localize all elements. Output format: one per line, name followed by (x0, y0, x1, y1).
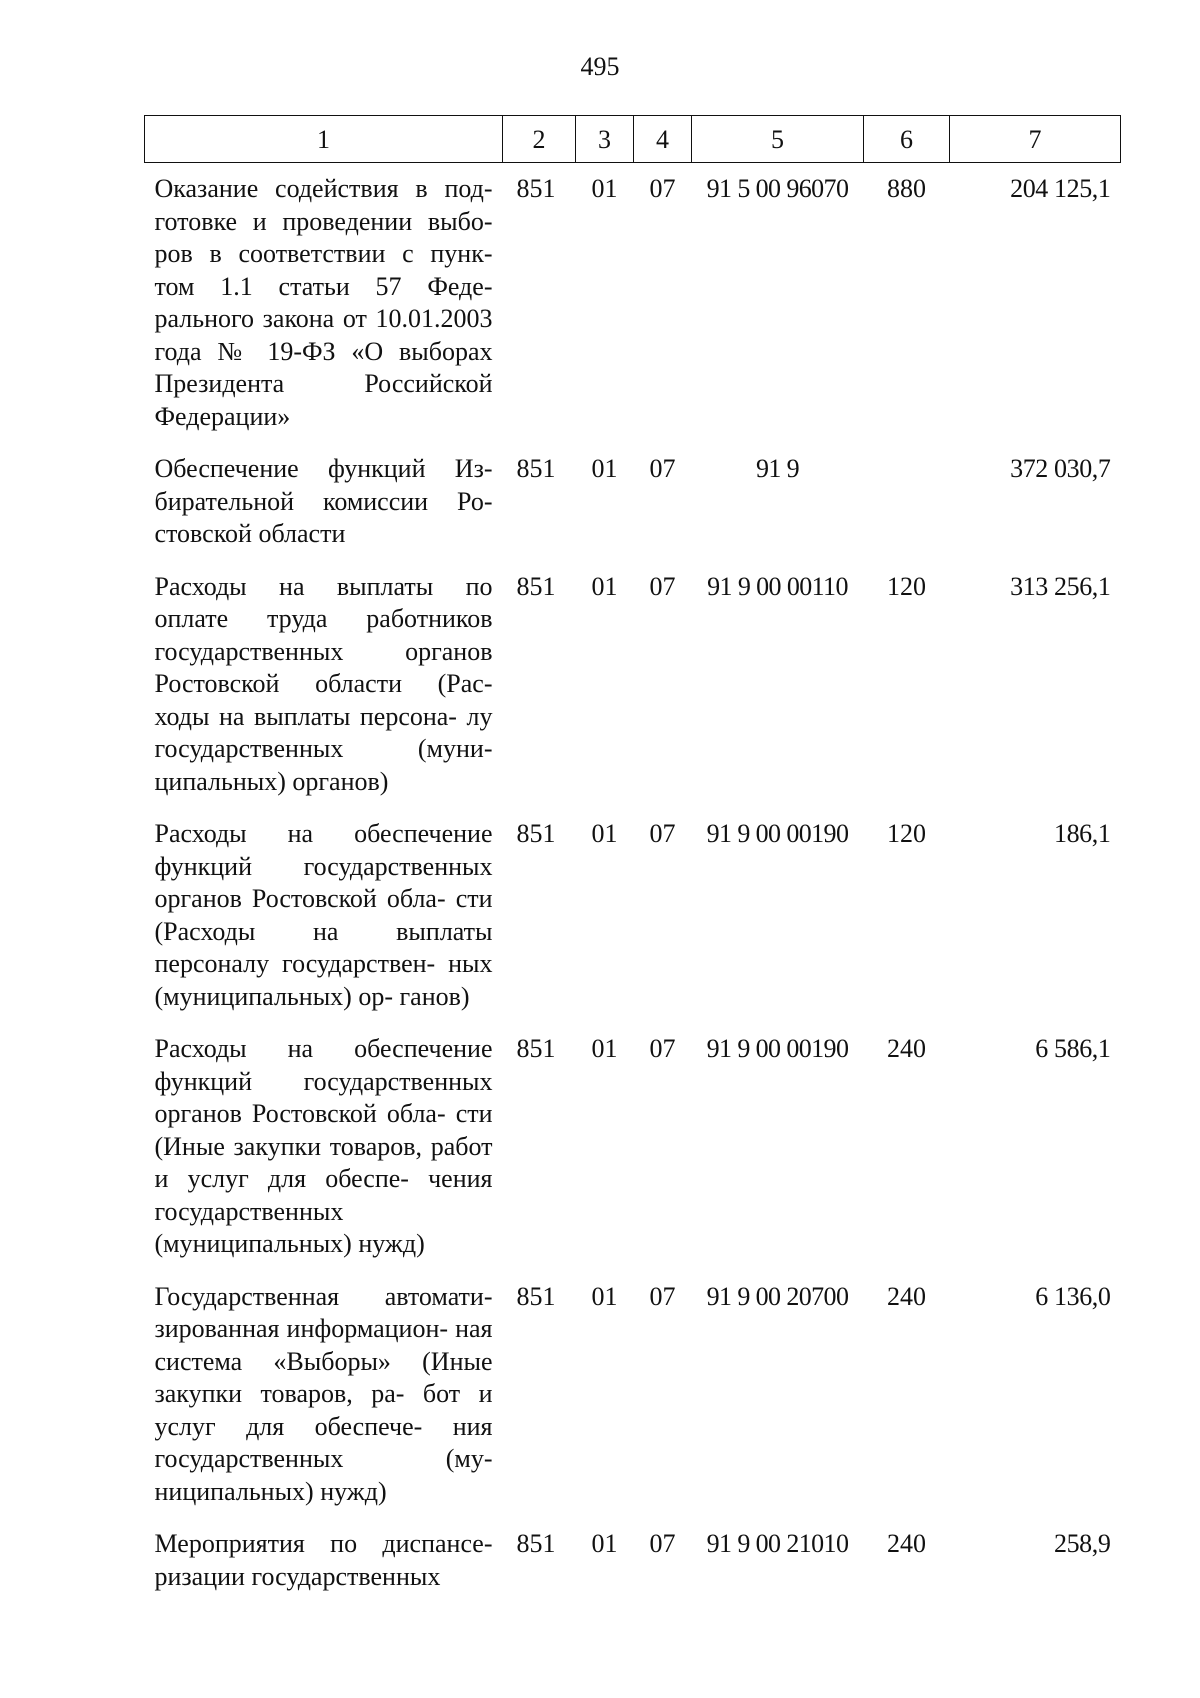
description-line: ципальных) органов) (154, 766, 389, 796)
row-subsection-code: 07 (649, 454, 676, 483)
description-line: ния государственных (му- (154, 1411, 493, 1473)
description-line: лу государственных (муни- (154, 701, 493, 763)
description-line: органов Ростовской обла- (154, 884, 446, 913)
description-line: зированная информацион- (154, 1314, 449, 1343)
description-line: бот и услуг для обеспече- (154, 1379, 493, 1441)
row-amount: 186,1 (1053, 819, 1111, 848)
description-line: «О выборах Президента (154, 336, 493, 398)
column-header-6: 6 (864, 116, 950, 163)
row-section-code: 01 (591, 1529, 618, 1558)
row-subsection-code: 07 (649, 1281, 676, 1311)
table-body (145, 163, 1121, 1598)
row-target-article: 91 9 00 00190 (706, 1034, 849, 1063)
column-header-3: 3 (576, 116, 634, 163)
description-line: Расходы на выплаты по (154, 571, 493, 601)
table-row (145, 1512, 1121, 1597)
row-ministry-code: 851 (516, 174, 556, 203)
row-description (145, 802, 503, 1017)
description-line: ризации государственных (154, 1561, 441, 1591)
row-target-article: 91 5 00 96070 (706, 174, 849, 203)
column-header-7: 7 (950, 116, 1121, 163)
description-line: рального закона от (154, 304, 367, 333)
row-ministry-code: 851 (516, 1034, 556, 1063)
row-description (145, 1265, 503, 1513)
description-line: (Иные закупки товаров, ра- (154, 1346, 493, 1408)
table-row (145, 163, 1121, 438)
row-ministry-code: 851 (516, 1281, 556, 1311)
row-expense-type: 240 (887, 1281, 926, 1311)
description-line: том 1.1 статьи 57 Феде- (154, 271, 493, 301)
row-ministry-code: 851 (516, 819, 556, 848)
row-section-code: 01 (591, 454, 618, 483)
description-line: 10.01.2003 года № 19-ФЗ (154, 304, 493, 366)
description-line: ная система «Выборы» (154, 1314, 493, 1376)
description-line: (муниципальных) нужд) (154, 1229, 425, 1258)
column-header-2: 2 (503, 116, 576, 163)
description-line: органов Ростовской обла- (154, 1099, 446, 1128)
row-expense-type: 240 (887, 1034, 926, 1063)
description-line: чения государственных (154, 1164, 493, 1226)
table-header-row (145, 116, 1121, 163)
description-line: стовской области (154, 519, 346, 548)
row-section-code: 01 (591, 571, 618, 601)
description-line: персоналу государствен- (154, 949, 436, 978)
description-line: функций государственных (154, 1066, 493, 1096)
description-line: сти (Расходы на выплаты (154, 884, 493, 946)
description-line: ганов) (399, 981, 470, 1011)
row-expense-type (864, 437, 950, 555)
row-ministry-code: 851 (516, 1529, 556, 1558)
table-row (145, 802, 1121, 1017)
description-line: ниципальных) нужд) (154, 1476, 387, 1506)
row-target-article: 91 9 00 00190 (706, 819, 849, 848)
row-target-article: 91 9 00 21010 (706, 1529, 849, 1558)
row-section-code: 01 (591, 819, 618, 848)
description-line: Обеспечение функций Из- (154, 454, 493, 483)
row-subsection-code: 07 (649, 571, 676, 601)
row-expense-type: 120 (887, 571, 926, 601)
description-line: государственных органов (154, 636, 493, 666)
row-description (145, 163, 503, 438)
row-description (145, 1017, 503, 1265)
row-description (145, 1512, 503, 1597)
column-header-4: 4 (634, 116, 692, 163)
row-subsection-code: 07 (649, 174, 676, 203)
description-line: готовке и проведении выбо- (154, 206, 493, 236)
row-section-code: 01 (591, 1281, 618, 1311)
row-expense-type: 240 (887, 1529, 926, 1558)
description-line: функций государственных (154, 851, 493, 881)
row-amount: 258,9 (1053, 1529, 1111, 1558)
row-subsection-code: 07 (649, 1034, 676, 1063)
description-line: Мероприятия по диспансе- (154, 1529, 493, 1558)
row-section-code: 01 (591, 1034, 618, 1063)
description-line: Расходы на обеспечение (154, 819, 493, 848)
table-row (145, 555, 1121, 803)
row-target-article: 91 9 00 20700 (706, 1281, 849, 1311)
page-number: 495 (580, 52, 620, 81)
row-amount: 6 136,0 (1035, 1281, 1111, 1311)
row-description (145, 555, 503, 803)
table-row (145, 437, 1121, 555)
row-expense-type: 120 (887, 819, 926, 848)
description-line: Ростовской области (Рас- (154, 669, 493, 698)
row-ministry-code: 851 (516, 571, 556, 601)
description-line: ходы на выплаты персона- (154, 701, 457, 731)
description-line: работ и услуг для обеспе- (154, 1131, 493, 1193)
row-amount: 372 030,7 (1010, 454, 1111, 483)
row-subsection-code: 07 (649, 1529, 676, 1558)
row-subsection-code: 07 (649, 819, 676, 848)
column-header-1: 1 (145, 116, 503, 163)
row-ministry-code: 851 (516, 454, 556, 483)
row-section-code: 01 (591, 174, 618, 203)
row-target-article: 91 9 (755, 454, 800, 483)
description-line: Расходы на обеспечение (154, 1034, 493, 1063)
row-amount: 313 256,1 (1010, 571, 1111, 601)
budget-table (144, 115, 1121, 1597)
table-row (145, 1017, 1121, 1265)
description-line: Государственная автомати- (154, 1281, 493, 1311)
description-line: Российской Федерации» (154, 369, 493, 431)
description-line: сти (Иные закупки товаров, (154, 1099, 493, 1161)
description-line: бирательной комиссии Ро- (154, 486, 493, 516)
row-target-article: 91 9 00 00110 (707, 571, 848, 601)
row-expense-type: 880 (887, 174, 926, 203)
row-amount: 6 586,1 (1035, 1034, 1111, 1063)
table-row (145, 1265, 1121, 1513)
description-line: Оказание содействия в под- (154, 174, 493, 203)
description-line: оплате труда работников (154, 604, 493, 633)
row-description (145, 437, 503, 555)
description-line: ров в соответствии с пунк- (154, 239, 493, 268)
row-amount: 204 125,1 (1010, 174, 1111, 203)
column-header-5: 5 (692, 116, 864, 163)
description-line: ных (муниципальных) ор- (154, 949, 493, 1011)
